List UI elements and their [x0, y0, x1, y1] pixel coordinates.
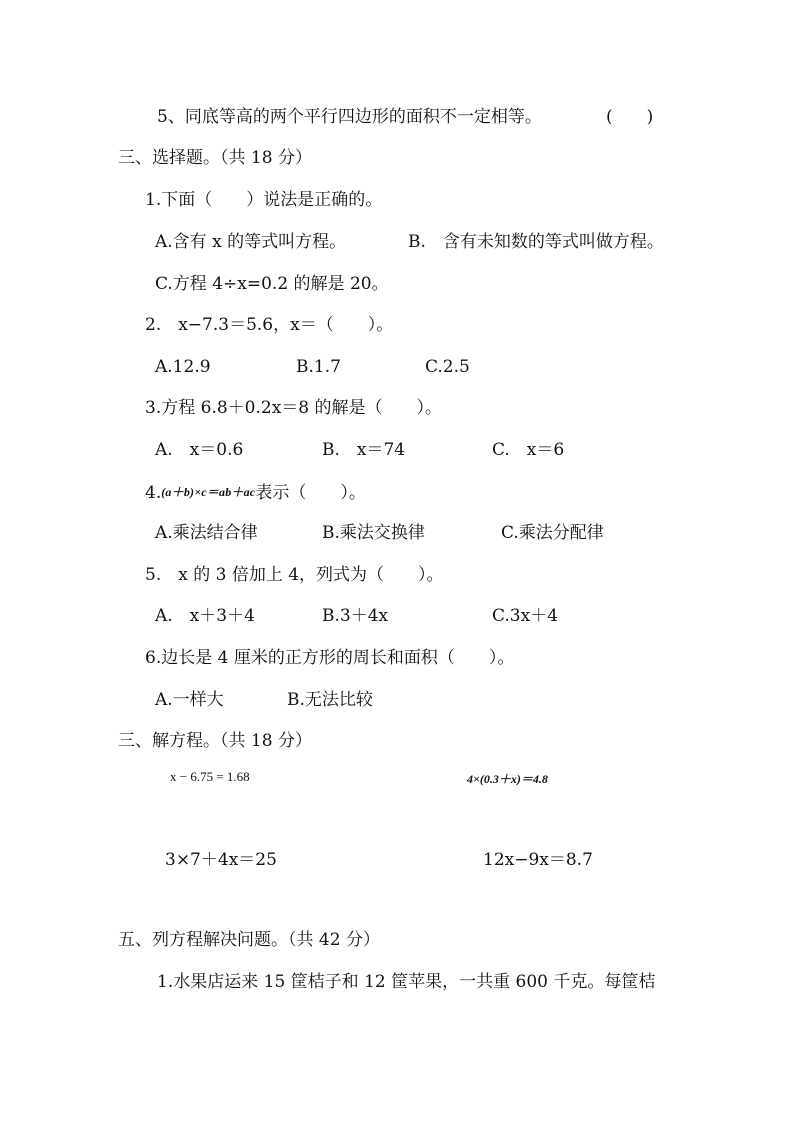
choice-q3-option-b: B. x＝74 — [322, 440, 406, 460]
choice-q4-formula: (a＋b)×c＝ab＋ac — [161, 485, 256, 499]
choice-q5-stem: 5. x 的 3 倍加上 4，列式为（ ）。 — [145, 565, 444, 585]
choice-q1-option-a: A.含有 x 的等式叫方程。 — [155, 232, 347, 252]
choice-q1-stem: 1.下面（ ）说法是正确的。 — [145, 190, 383, 210]
choice-q2-option-a: A.12.9 — [155, 357, 211, 377]
section-equation-header: 三、解方程。（共 18 分） — [118, 731, 312, 751]
choice-q3-stem: 3.方程 6.8＋0.2x＝8 的解是（ ）。 — [145, 398, 443, 418]
choice-q6-stem: 6.边长是 4 厘米的正方形的周长和面积（ ）。 — [145, 648, 515, 668]
choice-q2-stem: 2. x−7.3＝5.6，x＝（ ）。 — [145, 315, 394, 335]
choice-q6-option-a: A.一样大 — [155, 690, 224, 710]
choice-q4-option-b: B.乘法交换律 — [322, 523, 425, 543]
choice-q3-option-c: C. x＝6 — [492, 440, 565, 460]
judge-q5-text: 5、同底等高的两个平行四边形的面积不一定相等。 — [157, 107, 542, 127]
choice-q6-option-b: B.无法比较 — [287, 690, 373, 710]
equation-4: 12x−9x＝8.7 — [483, 850, 593, 870]
equation-2: 4×(0.3＋x)＝4.8 — [467, 772, 548, 786]
choice-q4-number: 4. — [145, 483, 162, 503]
choice-q4-option-a: A.乘法结合律 — [155, 523, 258, 543]
choice-q4-stem — [145, 481, 366, 504]
equation-1: x − 6.75 = 1.68 — [170, 769, 250, 784]
section-choice-header: 三、选择题。（共 18 分） — [118, 148, 312, 168]
equation-3: 3×7＋4x＝25 — [165, 850, 277, 870]
choice-q4-tail: 表示（ ）。 — [255, 483, 366, 503]
choice-q5-option-b: B.3＋4x — [322, 606, 389, 626]
choice-q5-option-c: C.3x＋4 — [492, 606, 559, 626]
choice-q2-option-c: C.2.5 — [425, 357, 470, 377]
choice-q3-option-a: A. x＝0.6 — [155, 440, 244, 460]
word-q1-text: 1.水果店运来 15 筐桔子和 12 筐苹果，一共重 600 千克。每筐桔 — [157, 972, 656, 992]
choice-q1-option-c: C.方程 4÷x=0.2 的解是 20。 — [155, 274, 389, 294]
section-word-header: 五、列方程解决问题。（共 42 分） — [118, 930, 380, 950]
choice-q5-option-a: A. x＋3＋4 — [155, 606, 255, 626]
choice-q2-option-b: B.1.7 — [296, 357, 341, 377]
choice-q1-option-b: B. 含有未知数的等式叫做方程。 — [408, 232, 664, 252]
choice-q4-option-c: C.乘法分配律 — [501, 523, 604, 543]
judge-q5-answer-paren: ( ) — [606, 107, 654, 127]
